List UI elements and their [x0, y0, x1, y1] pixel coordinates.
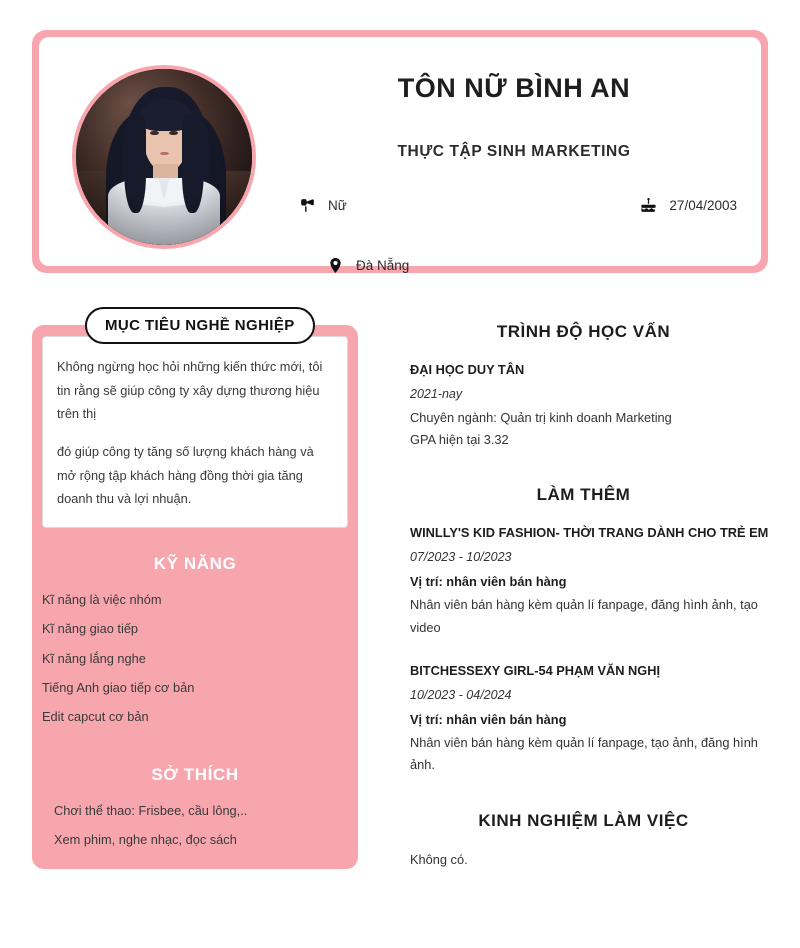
header-meta-row-1 — [297, 195, 737, 215]
birthday-field — [638, 195, 737, 215]
career-goal-paragraph: đó giúp công ty tăng số lượng khách hàng và mở rộng tập khách hàng đồng thời gia tăng doanh thu và lợi nhuận. — [57, 444, 314, 507]
career-goal-paragraph: Không ngừng học hỏi những kiến thức mới, tôi tin rằng sẽ giúp công ty xây dựng thương hiệu trên thị — [57, 359, 323, 422]
parttime-entry — [410, 523, 785, 639]
education-gpa: GPA hiện tại 3.32 — [410, 431, 509, 447]
right-column — [410, 322, 785, 871]
page-title: TÔN NỮ BÌNH AN — [397, 73, 631, 103]
career-goal-title: MỤC TIÊU NGHỀ NGHIỆP — [85, 307, 315, 344]
parttime-title: LÀM THÊM — [536, 485, 631, 505]
birthday-value: 27/04/2003 — [669, 197, 737, 213]
avatar — [72, 65, 256, 249]
list-item: Chơi thể thao: Frisbee, cầu lông,.. — [54, 802, 248, 818]
list-item: Kĩ năng là việc nhóm — [42, 592, 162, 608]
hobbies-list — [32, 803, 358, 862]
header-meta-row-2 — [297, 255, 737, 275]
gender-field — [297, 195, 347, 215]
gender-value: Nữ — [328, 197, 347, 213]
parttime-company: WINLLY'S KID FASHION- THỜI TRANG DÀNH CHO TRẺ EM — [410, 525, 769, 541]
parttime-position: Vị trí: nhân viên bán hàng — [410, 711, 567, 727]
cv-header-card — [32, 30, 768, 273]
education-title: TRÌNH ĐỘ HỌC VẤN — [496, 322, 671, 341]
education-school: ĐẠI HỌC DUY TÂN — [410, 362, 525, 377]
education-entry — [410, 360, 785, 451]
skills-list — [32, 592, 358, 739]
cv-header-inner — [39, 37, 761, 273]
location-field — [325, 255, 409, 275]
list-item: Kĩ năng lắng nghe — [42, 650, 146, 666]
location-pin-icon — [325, 255, 345, 275]
parttime-period: 10/2023 - 04/2024 — [410, 687, 512, 702]
cake-icon — [638, 195, 658, 215]
parttime-description: Nhân viên bán hàng kèm quản lí fanpage, đăng hình ảnh, tạo video — [410, 597, 758, 635]
experience-text: Không có. — [410, 851, 468, 867]
experience-title: KINH NGHIỆM LÀM VIỆC — [478, 810, 689, 830]
parttime-company: BITCHESSEXY GIRL-54 PHẠM VĂN NGHỊ — [410, 663, 661, 679]
parttime-position: Vị trí: nhân viên bán hàng — [410, 573, 567, 589]
list-item: Edit capcut cơ bản — [42, 709, 149, 725]
list-item: Xem phim, nghe nhạc, đọc sách — [54, 832, 237, 848]
list-item: Kĩ năng giao tiếp — [42, 621, 139, 637]
education-major: Chuyên ngành: Quản trị kinh doanh Marketing — [410, 409, 672, 425]
parttime-entry — [410, 661, 785, 777]
avatar-photo — [76, 69, 252, 245]
parttime-description: Nhân viên bán hàng kèm quản lí fanpage, tạo ảnh, đăng hình ảnh. — [410, 734, 758, 773]
skills-title: KỸ NĂNG — [153, 554, 237, 574]
gender-female-icon — [297, 195, 317, 215]
location-value: Đà Nẵng — [356, 257, 410, 273]
career-goal-box — [42, 336, 348, 528]
parttime-period: 07/2023 - 10/2023 — [410, 550, 512, 565]
hobbies-title: SỞ THÍCH — [151, 764, 239, 784]
job-title: THỰC TẬP SINH MARKETING — [397, 143, 631, 160]
list-item: Tiếng Anh giao tiếp cơ bản — [42, 680, 195, 696]
education-period: 2021-nay — [410, 386, 463, 401]
left-column — [32, 325, 358, 869]
